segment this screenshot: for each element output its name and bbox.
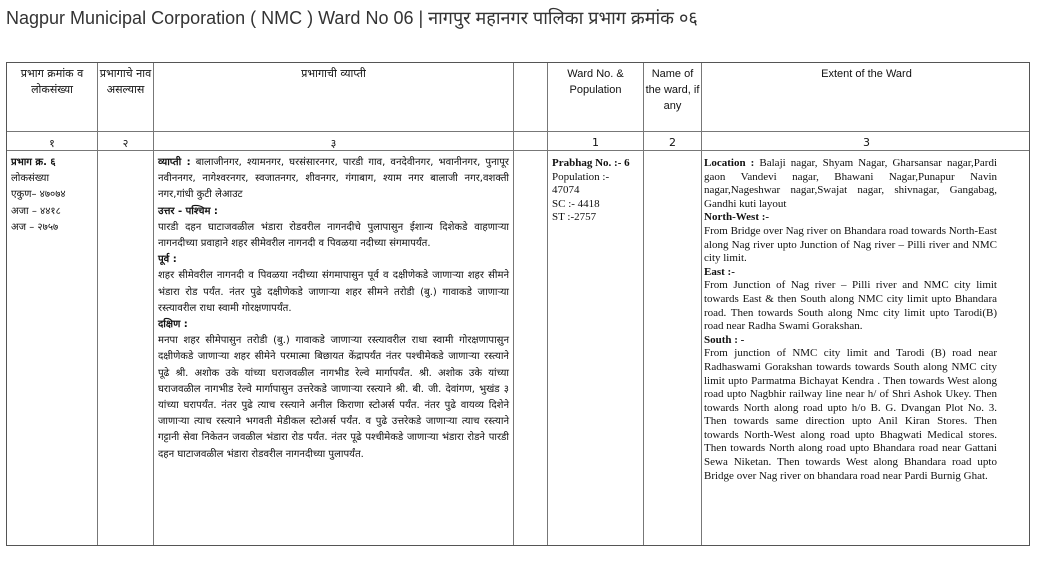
en-south-label: South : - xyxy=(704,333,745,346)
en-population-sc: SC :- 4418 xyxy=(552,197,600,210)
column-number: २ xyxy=(122,137,129,150)
column-number: 3 xyxy=(863,136,870,149)
en-population-label: Population :- xyxy=(552,170,610,183)
header-mr-ward-name: प्रभागाचे नाव असल्यास xyxy=(99,67,152,96)
column-divider xyxy=(513,63,514,545)
mr-north-west-text: पारडी दहन घाटाजवळील भंडारा रोडवरील नागनदीचे पुलापासुन ईशान्य दिशेकडे वाहणाऱ्या नागनदीच्या प्रवाहाने शहर सीमेवरील नागनदी व पिवळया नदीच्या संगमापर्यंत. xyxy=(158,221,509,250)
en-extent-cell xyxy=(704,157,997,483)
en-location-label: Location : xyxy=(704,157,755,169)
mr-population-st: अज – २७५७ xyxy=(11,221,59,233)
mr-extent-label: व्याप्ती : xyxy=(158,157,191,168)
column-number: ३ xyxy=(330,137,337,150)
header-en-ward-population: Ward No. & Population xyxy=(567,68,624,96)
en-ward-cell xyxy=(552,157,640,225)
mr-south-label: दक्षिण : xyxy=(158,319,188,331)
en-east-label: East :- xyxy=(704,265,735,278)
en-north-west-label: North-West :- xyxy=(704,211,770,224)
column-number: १ xyxy=(49,137,55,150)
en-south-text: From junction of NMC city limit and Tarodi (B) road near Radhaswami Gorakshan towards towards South along NMC city limit upto Parmatma Bichayat Kendra . Then towards West along road upto Nagbhir railway line near h/ of Shri Ashok Ukey. Then towards North along road upto h/o B. G. Dvangan Plot No. 3. Then towards same direction upto Anil Kiran Stores. Then towards North-West along road upto Bhagwati Medical stores. Then towards North along road upto Bhandara road near Gattani Sewa Niketan. Then towards West along Bhandara road upto Bridge over Nag river on bhandara road near Pardi Burnig Ghat. xyxy=(704,347,997,482)
header-en-extent: Extent of the Ward xyxy=(821,68,912,80)
en-population-total: 47074 xyxy=(552,184,580,197)
header-en-ward-name: Name of the ward, if any xyxy=(645,68,700,112)
en-location-text: Balaji nagar, Shyam Nagar, Gharsansar nagar,Pardi gaon Vandevi nagar, Bhawani Nagar,Punapur Navin nagar,Nageshwar nagar,Swajat nagar, shivnagar, Gangabag, Gandhi kuti layout xyxy=(704,157,997,210)
mr-east-label: पूर्व : xyxy=(158,254,177,266)
en-east-text: From Junction of Nag river – Pilli river and NMC city limit towards East & then South along NMC city limit upto Bhandara road. Then towards South along Nmc city limit upto Tarodi(B) road near Radha Swami Gorakshan. xyxy=(704,279,997,333)
ward-table xyxy=(6,62,1030,546)
mr-ward-number: प्रभाग क्र. ६ xyxy=(11,157,56,168)
mr-population-sc: अजा – ४४१८ xyxy=(11,205,61,217)
mr-south-text: मनपा शहर सीमेपासुन तरोडी (बु.) गावाकडे जाणाऱ्या रस्त्यावरील राधा स्वामी गोरक्षणापासुन दक्षीणेकडे जाणाऱ्या शहर सीमेने परमात्मा बिछायत केंद्रापर्यंत नंतर पश्चीमेकडे जाणाऱ्या रस्त्याने पूढे श्री. अशोक उके यांच्या घराजवळील नागभीड रेल्वे मार्गापर्यंत. श्री. अशोक उके यांच्या घराजवळील नागभीड रेल्वे मार्गापासुन उत्तरेकडे जाणाऱ्या रस्त्याने श्री. बी. जी. देवांगण, भुखंड ३ यांच्या घरापर्यंत. नंतर पुढे त्याच रस्त्याने अनील किराणा स्टोअर्स पर्यंत. नंतर पुढे वायव्य दिशेने जाणाऱ्या त्याच रस्त्याने भगवती मेडीकल स्टोअर्स पर्यंत. व पुढे उत्तरेकडे जाणाऱ्या त्याच रस्त्याने गट्टानी सेवा निकेतन जवळील भंडारा रोड पर्यंत. नंतर पूढे पश्चीमेकडे जाणाऱ्या भंडारा रोडने पारडी दहन घाटाजवळील भंडारा रोडवरील नागनदीच्या पुलापर्यंत. xyxy=(158,335,509,460)
mr-extent-text: बालाजीनगर, श्यामनगर, घरसंसारनगर, पारडी गाव, वनदेवीनगर, भवानीनगर, पुनापूर नवीननगर, नागेश्वरनगर, स्वजातनगर, शीवनगर, गंगाबाग, श्याम नगर बालाजी नगर,वशक्ती नगर,गांधी कुटी लेआउट xyxy=(158,157,510,201)
mr-ward-cell xyxy=(11,155,95,236)
mr-extent-cell xyxy=(158,155,509,463)
header-mr-extent: प्रभागाची व्याप्ती xyxy=(301,67,366,80)
mr-east-text: शहर सीमेवरील नागनदी व पिवळया नदीच्या संगमापासुन पूर्व व दक्षीणेकडे जाणाऱ्या शहर सीमने भंडारा रोड पर्यंत. नंतर पुढे दक्षीणेकडे जाणाऱ्या शहर सीमने तरोडी (बु.) गावाकडे जाणाऱ्या रस्त्यावरील राधा स्वामी गोरक्षणापर्यंत. xyxy=(158,270,509,314)
column-number: 2 xyxy=(669,136,676,149)
header-mr-ward-population: प्रभाग क्रमांक व लोकसंख्या xyxy=(20,67,84,96)
column-number: 1 xyxy=(592,136,599,149)
row-divider xyxy=(7,131,1029,132)
en-ward-number: Prabhag No. :- 6 xyxy=(552,157,630,169)
en-north-west-text: From Bridge over Nag river on Bhandara road towards North-East along Nag river upto Junction of Nag river – Pilli river and NMC city limit. xyxy=(704,224,997,265)
en-population-st: ST :-2757 xyxy=(552,211,597,224)
mr-population-total: एकुण– ४७०७४ xyxy=(11,189,66,201)
mr-north-west-label: उत्तर - पश्चिम : xyxy=(158,205,218,217)
mr-population-label: लोकसंख्या xyxy=(11,173,50,185)
page-title: Nagpur Municipal Corporation ( NMC ) Ward No 06 | नागपुर महानगर पालिका प्रभाग क्रमांक ०६ xyxy=(6,8,698,28)
